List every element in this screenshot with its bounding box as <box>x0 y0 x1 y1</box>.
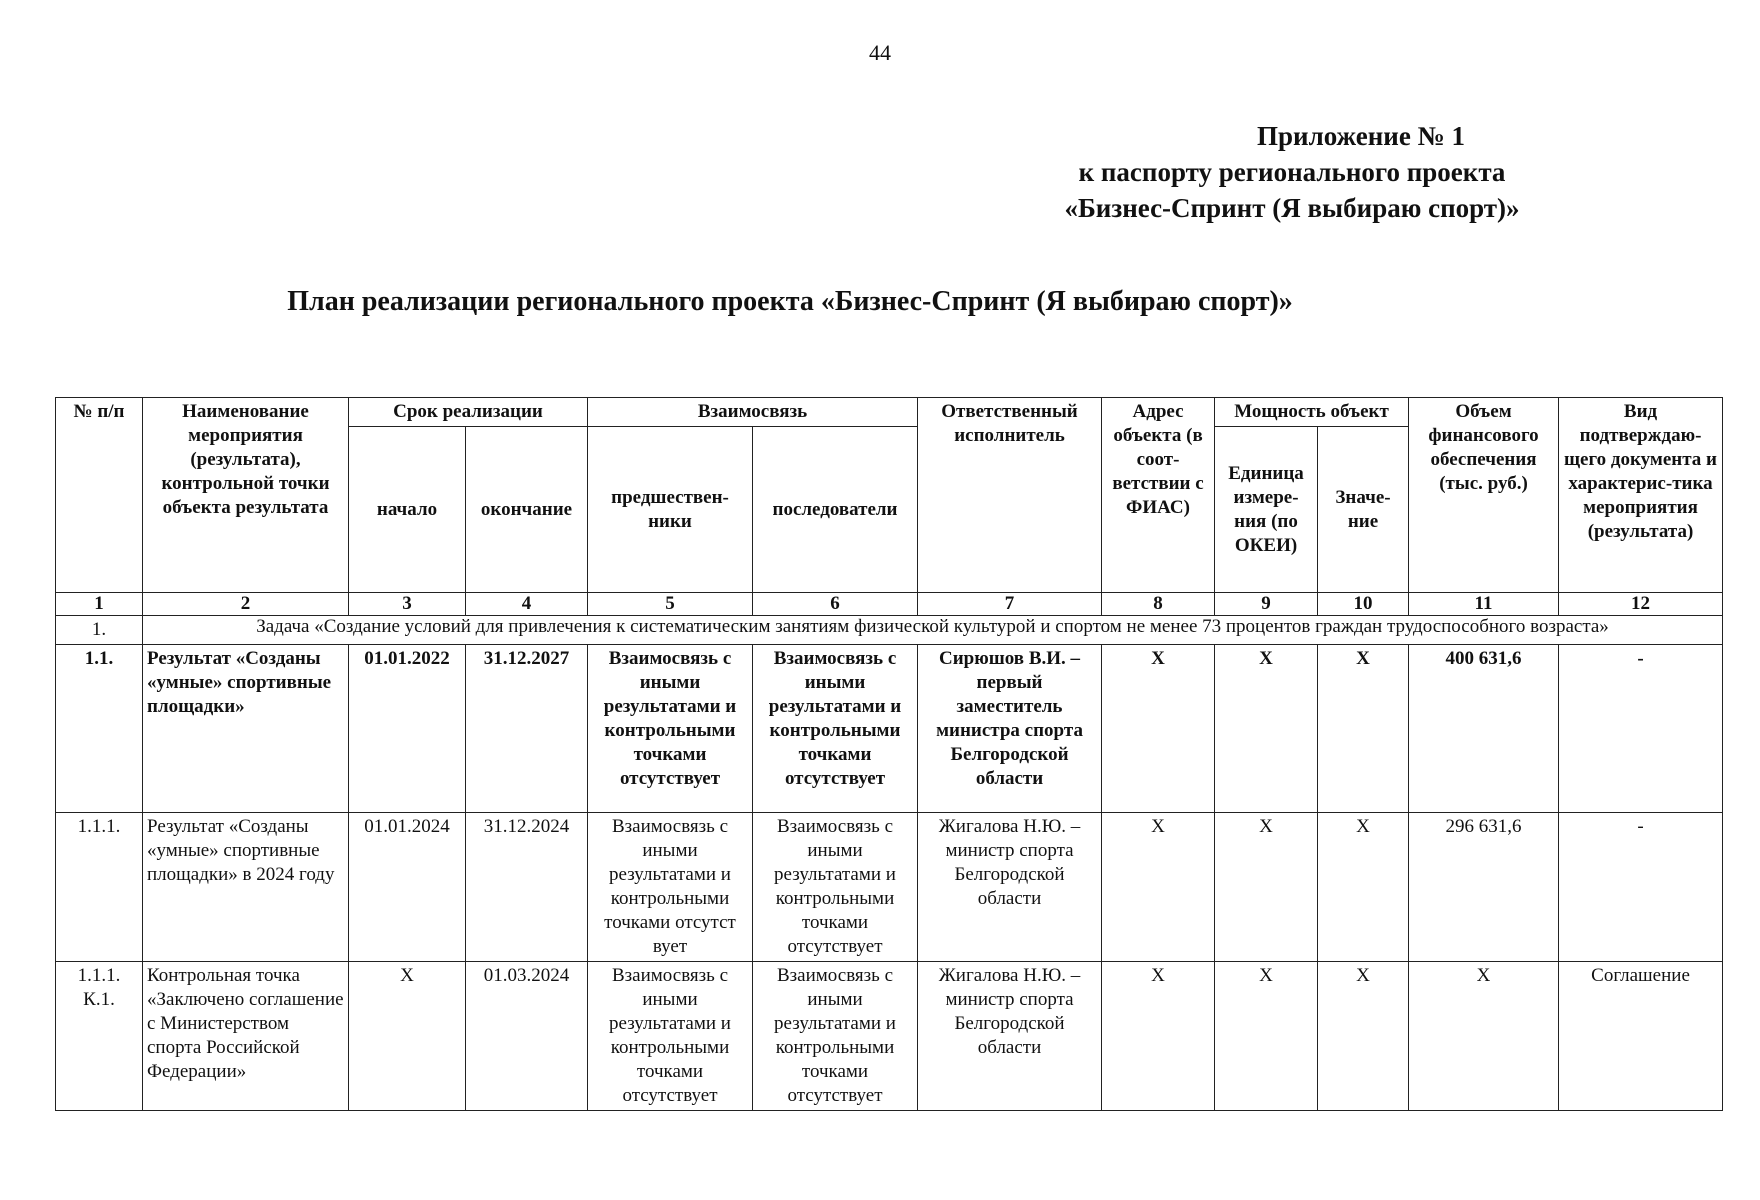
table-row <box>56 962 1723 1111</box>
row-end: 31.12.2024 <box>466 813 588 962</box>
column-number: 12 <box>1559 593 1723 616</box>
column-number: 11 <box>1409 593 1559 616</box>
row-unit: Х <box>1215 813 1318 962</box>
header-value: Значе-ние <box>1318 427 1409 593</box>
row-name: Контрольная точка «Заключено соглашение с Министерством спорта Российской Федерации» <box>143 962 349 1111</box>
task-text: Задача «Создание условий для привлечения к систематическим занятиям физической культурой и спортом не менее 73 процентов граждан трудоспособного возраста» <box>143 616 1723 645</box>
row-num: 1.1.1. К.1. <box>56 962 143 1111</box>
header-name: Наименование мероприятия (результата), контрольной точки объекта результата <box>143 398 349 593</box>
row-predecessors: Взаимосвязь с иными результатами и контрольными точками отсутствует <box>588 645 753 813</box>
row-unit: Х <box>1215 645 1318 813</box>
row-address: Х <box>1102 962 1215 1111</box>
row-predecessors: Взаимосвязь с иными результатами и контрольными точками отсутствует <box>588 962 753 1111</box>
column-number: 10 <box>1318 593 1409 616</box>
header-executor: Ответственный исполнитель <box>918 398 1102 593</box>
header-link: Взаимосвязь <box>588 398 918 427</box>
implementation-plan-table <box>55 397 1723 1111</box>
row-doc: - <box>1559 813 1723 962</box>
row-successors: Взаимосвязь с иными результатами и контрольными точками отсутствует <box>753 645 918 813</box>
row-value: Х <box>1318 645 1409 813</box>
header-capacity: Мощность объект <box>1215 398 1409 427</box>
row-start: 01.01.2022 <box>349 645 466 813</box>
header-successors: последователи <box>753 427 918 593</box>
header-predecessors: предшествен-ники <box>588 427 753 593</box>
row-start: 01.01.2024 <box>349 813 466 962</box>
row-end: 31.12.2027 <box>466 645 588 813</box>
header-address: Адрес объекта (в соот-ветствии с ФИАС) <box>1102 398 1215 593</box>
row-name: Результат «Созданы «умные» спортивные площадки» <box>143 645 349 813</box>
column-number: 1 <box>56 593 143 616</box>
row-name: Результат «Созданы «умные» спортивные площадки» в 2024 году <box>143 813 349 962</box>
page-number: 44 <box>869 40 891 65</box>
row-end: 01.03.2024 <box>466 962 588 1111</box>
header-unit: Единица измере-ния (по ОКЕИ) <box>1215 427 1318 593</box>
header-volume: Объем финансового обеспечения (тыс. руб.) <box>1409 398 1559 593</box>
column-number: 5 <box>588 593 753 616</box>
row-num: 1.1. <box>56 645 143 813</box>
column-number: 4 <box>466 593 588 616</box>
header-end: окончание <box>466 427 588 593</box>
row-executor: Сирюшов В.И. – первый заместитель министра спорта Белгородской области <box>918 645 1102 813</box>
row-doc: Соглашение <box>1559 962 1723 1111</box>
column-number: 9 <box>1215 593 1318 616</box>
header-start: начало <box>349 427 466 593</box>
column-number: 3 <box>349 593 466 616</box>
row-executor: Жигалова Н.Ю. – министр спорта Белгородской области <box>918 813 1102 962</box>
row-executor: Жигалова Н.Ю. – министр спорта Белгородской области <box>918 962 1102 1111</box>
row-address: Х <box>1102 645 1215 813</box>
column-number: 7 <box>918 593 1102 616</box>
appendix-header <box>912 118 1672 226</box>
header-num: № п/п <box>56 398 143 593</box>
row-successors: Взаимосвязь с иными результатами и контрольными точками отсутствует <box>753 813 918 962</box>
table-row <box>56 813 1723 962</box>
task-row <box>56 616 1723 645</box>
row-unit: Х <box>1215 962 1318 1111</box>
row-volume: 296 631,6 <box>1409 813 1559 962</box>
row-start: Х <box>349 962 466 1111</box>
row-value: Х <box>1318 813 1409 962</box>
row-address: Х <box>1102 813 1215 962</box>
header-term: Срок реализации <box>349 398 588 427</box>
row-volume: Х <box>1409 962 1559 1111</box>
row-num: 1.1.1. <box>56 813 143 962</box>
row-value: Х <box>1318 962 1409 1111</box>
appendix-line-1: Приложение № 1 <box>1257 121 1465 151</box>
column-number: 6 <box>753 593 918 616</box>
row-doc: - <box>1559 645 1723 813</box>
row-predecessors: Взаимосвязь с иными результатами и контрольными точками отсутст вует <box>588 813 753 962</box>
column-numbers-row <box>56 593 1723 616</box>
document-title: План реализации регионального проекта «Бизнес-Спринт (Я выбираю спорт)» <box>287 286 1293 317</box>
appendix-line-2: к паспорту регионального проекта <box>1078 157 1506 187</box>
row-successors: Взаимосвязь с иными результатами и контрольными точками отсутствует <box>753 962 918 1111</box>
appendix-line-3: «Бизнес-Спринт (Я выбираю спорт)» <box>1064 193 1520 223</box>
column-number: 2 <box>143 593 349 616</box>
task-num: 1. <box>56 616 143 645</box>
header-doc-type: Вид подтверждаю-щего документа и характерис-тика мероприятия (результата) <box>1559 398 1723 593</box>
row-volume: 400 631,6 <box>1409 645 1559 813</box>
column-number: 8 <box>1102 593 1215 616</box>
table-row <box>56 645 1723 813</box>
